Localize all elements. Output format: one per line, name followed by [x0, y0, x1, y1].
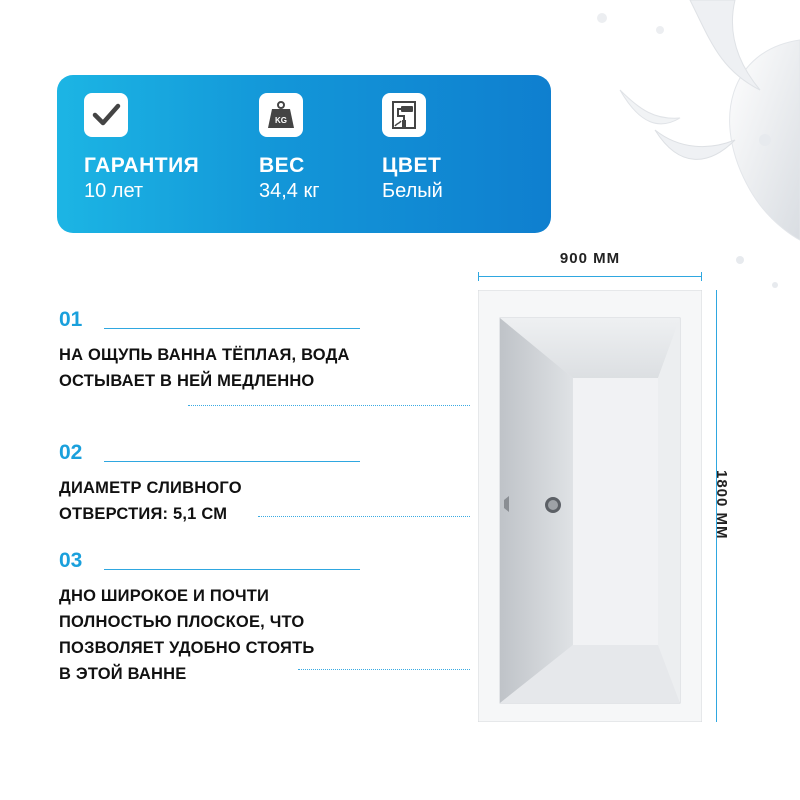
spec-warranty	[84, 93, 199, 204]
length-dimension-label: 1800 ММ	[713, 470, 730, 540]
feature-number: 02	[59, 441, 83, 464]
spec-value: 10 лет	[84, 180, 144, 202]
width-dimension-label: 900 ММ	[559, 250, 621, 267]
feature-02	[59, 441, 479, 527]
specs-card	[57, 75, 551, 233]
spec-color	[382, 93, 443, 204]
bathtub-image	[478, 290, 702, 722]
spec-value: Белый	[382, 180, 443, 202]
paint-roller-icon	[382, 93, 426, 137]
spec-label: ГАРАНТИЯ	[84, 154, 200, 177]
weight-icon-label: KG	[275, 116, 287, 125]
width-dimension-line	[478, 276, 702, 277]
feature-number: 01	[59, 308, 83, 331]
feature-01	[59, 308, 479, 394]
checkmark-icon	[84, 93, 128, 137]
feature-text: ДИАМЕТР СЛИВНОГО ОТВЕРСТИЯ: 5,1 СМ	[59, 479, 242, 523]
feature-divider	[104, 569, 360, 570]
pointer-line-1	[188, 405, 470, 406]
spec-label: ЦВЕТ	[382, 154, 442, 177]
feature-03	[59, 549, 479, 687]
feature-divider	[104, 328, 360, 329]
feature-text: НА ОЩУПЬ ВАННА ТЁПЛАЯ, ВОДА ОСТЫВАЕТ В НЕЙ МЕДЛЕННО	[59, 346, 350, 390]
feature-number: 03	[59, 549, 83, 572]
pointer-line-3	[298, 669, 470, 670]
spec-label: ВЕС	[259, 154, 305, 177]
pointer-line-2	[258, 516, 470, 517]
feature-divider	[104, 461, 360, 462]
spec-weight	[259, 93, 320, 204]
spec-value: 34,4 кг	[259, 180, 320, 202]
feature-text: ДНО ШИРОКОЕ И ПОЧТИ ПОЛНОСТЬЮ ПЛОСКОЕ, ЧТО ПОЗВОЛЯЕТ УДОБНО СТОЯТЬ В ЭТОЙ ВАННЕ	[59, 587, 315, 683]
weight-icon	[259, 93, 303, 137]
